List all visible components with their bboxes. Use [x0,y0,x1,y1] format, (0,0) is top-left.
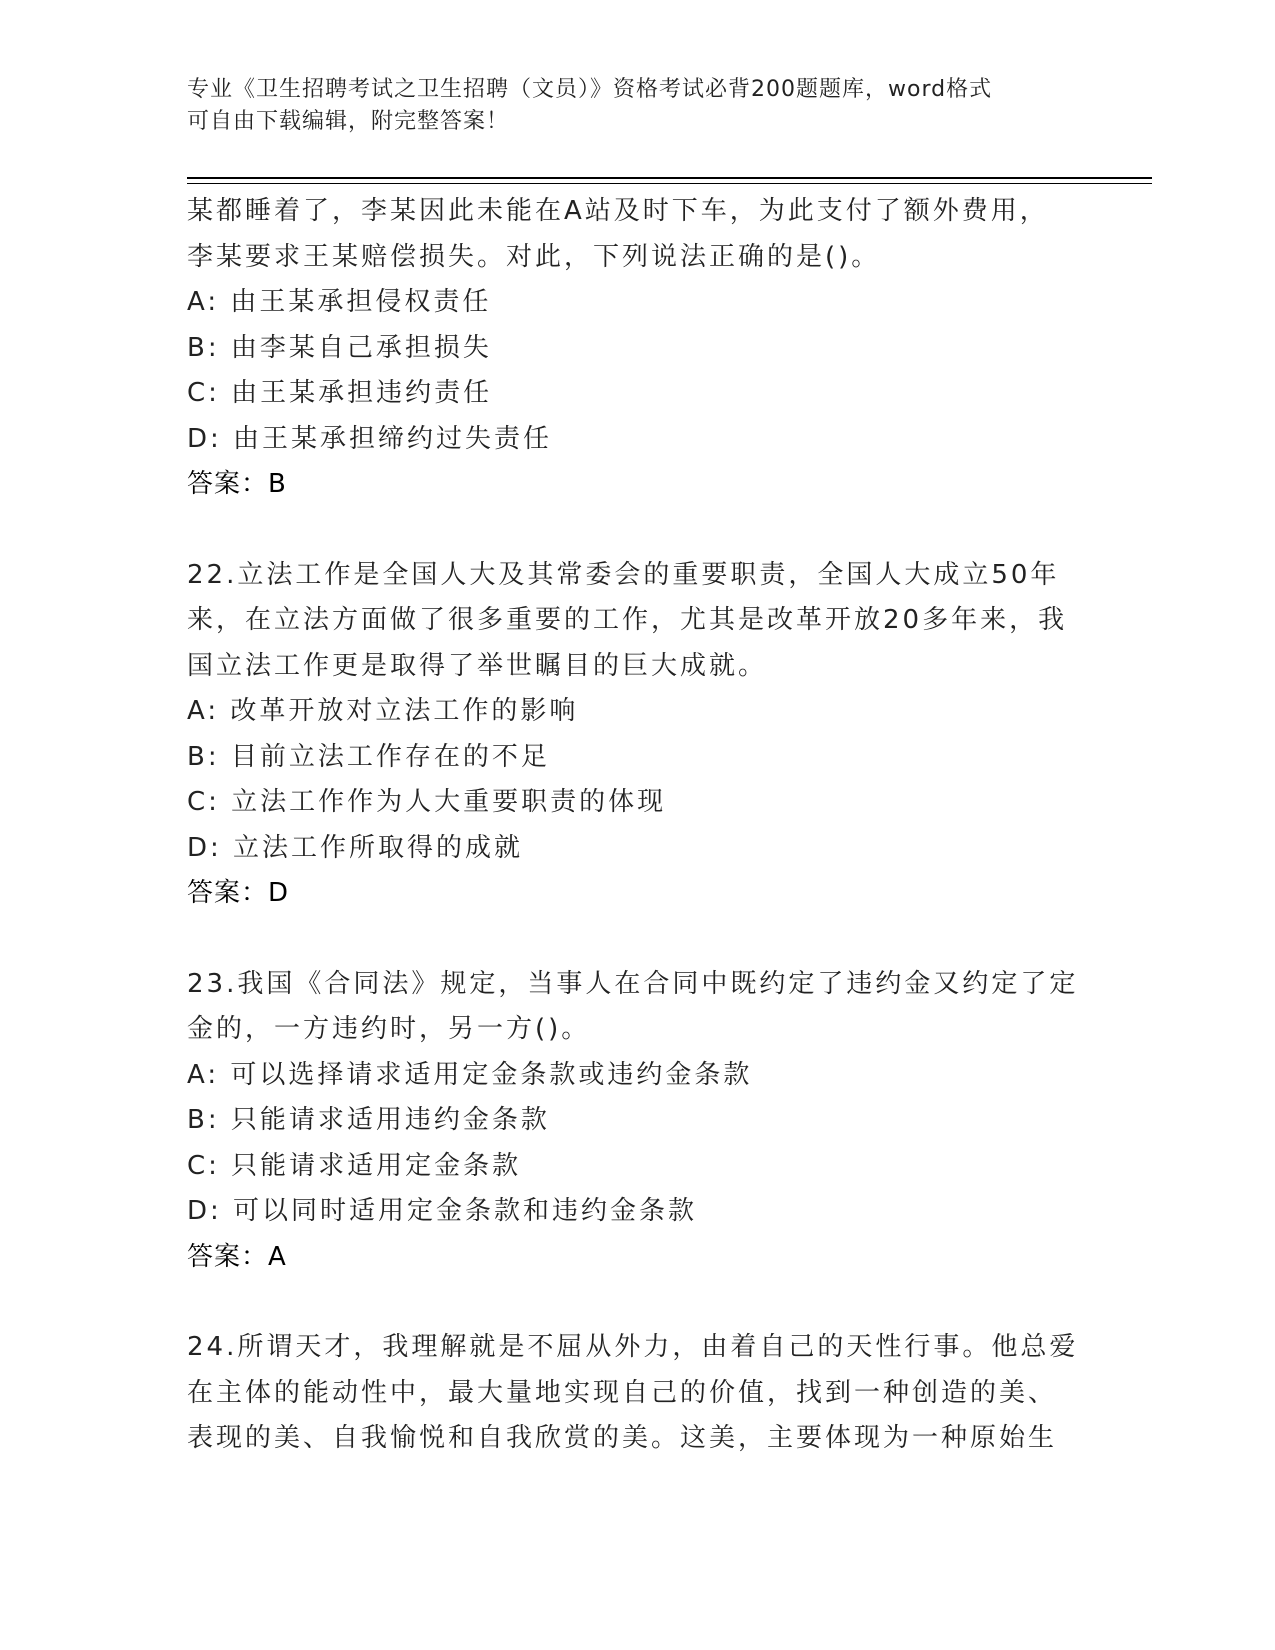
header-divider-thick [187,177,1152,179]
question-text-line: 国立法工作更是取得了举世瞩目的巨大成就。 [187,650,768,681]
answer: 答案：D [187,878,290,908]
question-text-line: 24.所谓天才，我理解就是不屈从外力，由着自己的天性行事。他总爱 [187,1332,1079,1362]
option-a: A: 改革开放对立法工作的影响 [187,696,579,726]
document-header [187,74,1077,138]
answer: 答案：A [187,1241,287,1272]
option-b: B: 由李某自己承担损失 [187,332,492,363]
header-line-2: 可自由下载编辑，附完整答案！ [187,109,510,134]
document-body [187,189,1087,1462]
option-d: D: 立法工作所取得的成就 [187,832,524,863]
option-d: D: 可以同时适用定金条款和违约金条款 [187,1196,698,1226]
option-a: A: 由王某承担侵权责任 [187,287,492,317]
question-text-line: 金的，一方违约时，另一方()。 [187,1014,591,1044]
question-24 [187,1325,1087,1462]
question-text-line: 来，在立法方面做了很多重要的工作，尤其是改革开放20多年来，我 [187,605,1068,635]
spacer [187,1280,1087,1325]
header-divider-thin [187,183,1152,184]
question-text-line: 李某要求王某赔偿损失。对此，下列说法正确的是()。 [187,241,881,272]
option-d: D: 由王某承担缔约过失责任 [187,423,553,454]
option-b: B: 只能请求适用违约金条款 [187,1105,550,1135]
question-22 [187,553,1087,917]
question-23 [187,962,1087,1281]
question-21 [187,189,1087,508]
option-c: C: 由王某承担违约责任 [187,378,493,408]
answer: 答案：B [187,469,287,499]
option-b: B: 目前立法工作存在的不足 [187,741,550,772]
option-c: C: 只能请求适用定金条款 [187,1150,522,1181]
question-text-line: 在主体的能动性中，最大量地实现自己的价值，找到一种创造的美、 [187,1377,1058,1408]
question-text-line: 表现的美、自我愉悦和自我欣赏的美。这美，主要体现为一种原始生 [187,1423,1058,1453]
question-text-line: 23.我国《合同法》规定，当事人在合同中既约定了违约金又约定了定 [187,968,1079,999]
question-text-line: 某都睡着了，李某因此未能在A站及时下车，为此支付了额外费用， [187,196,1049,226]
spacer [187,508,1087,553]
option-c: C: 立法工作作为人大重要职责的体现 [187,787,667,817]
spacer [187,917,1087,962]
question-text-line: 22.立法工作是全国人大及其常委会的重要职责，全国人大成立50年 [187,559,1060,590]
header-line-1: 专业《卫生招聘考试之卫生招聘（文员）》资格考试必背200题题库，word格式 [187,77,993,102]
option-a: A: 可以选择请求适用定金条款或违约金条款 [187,1059,753,1090]
